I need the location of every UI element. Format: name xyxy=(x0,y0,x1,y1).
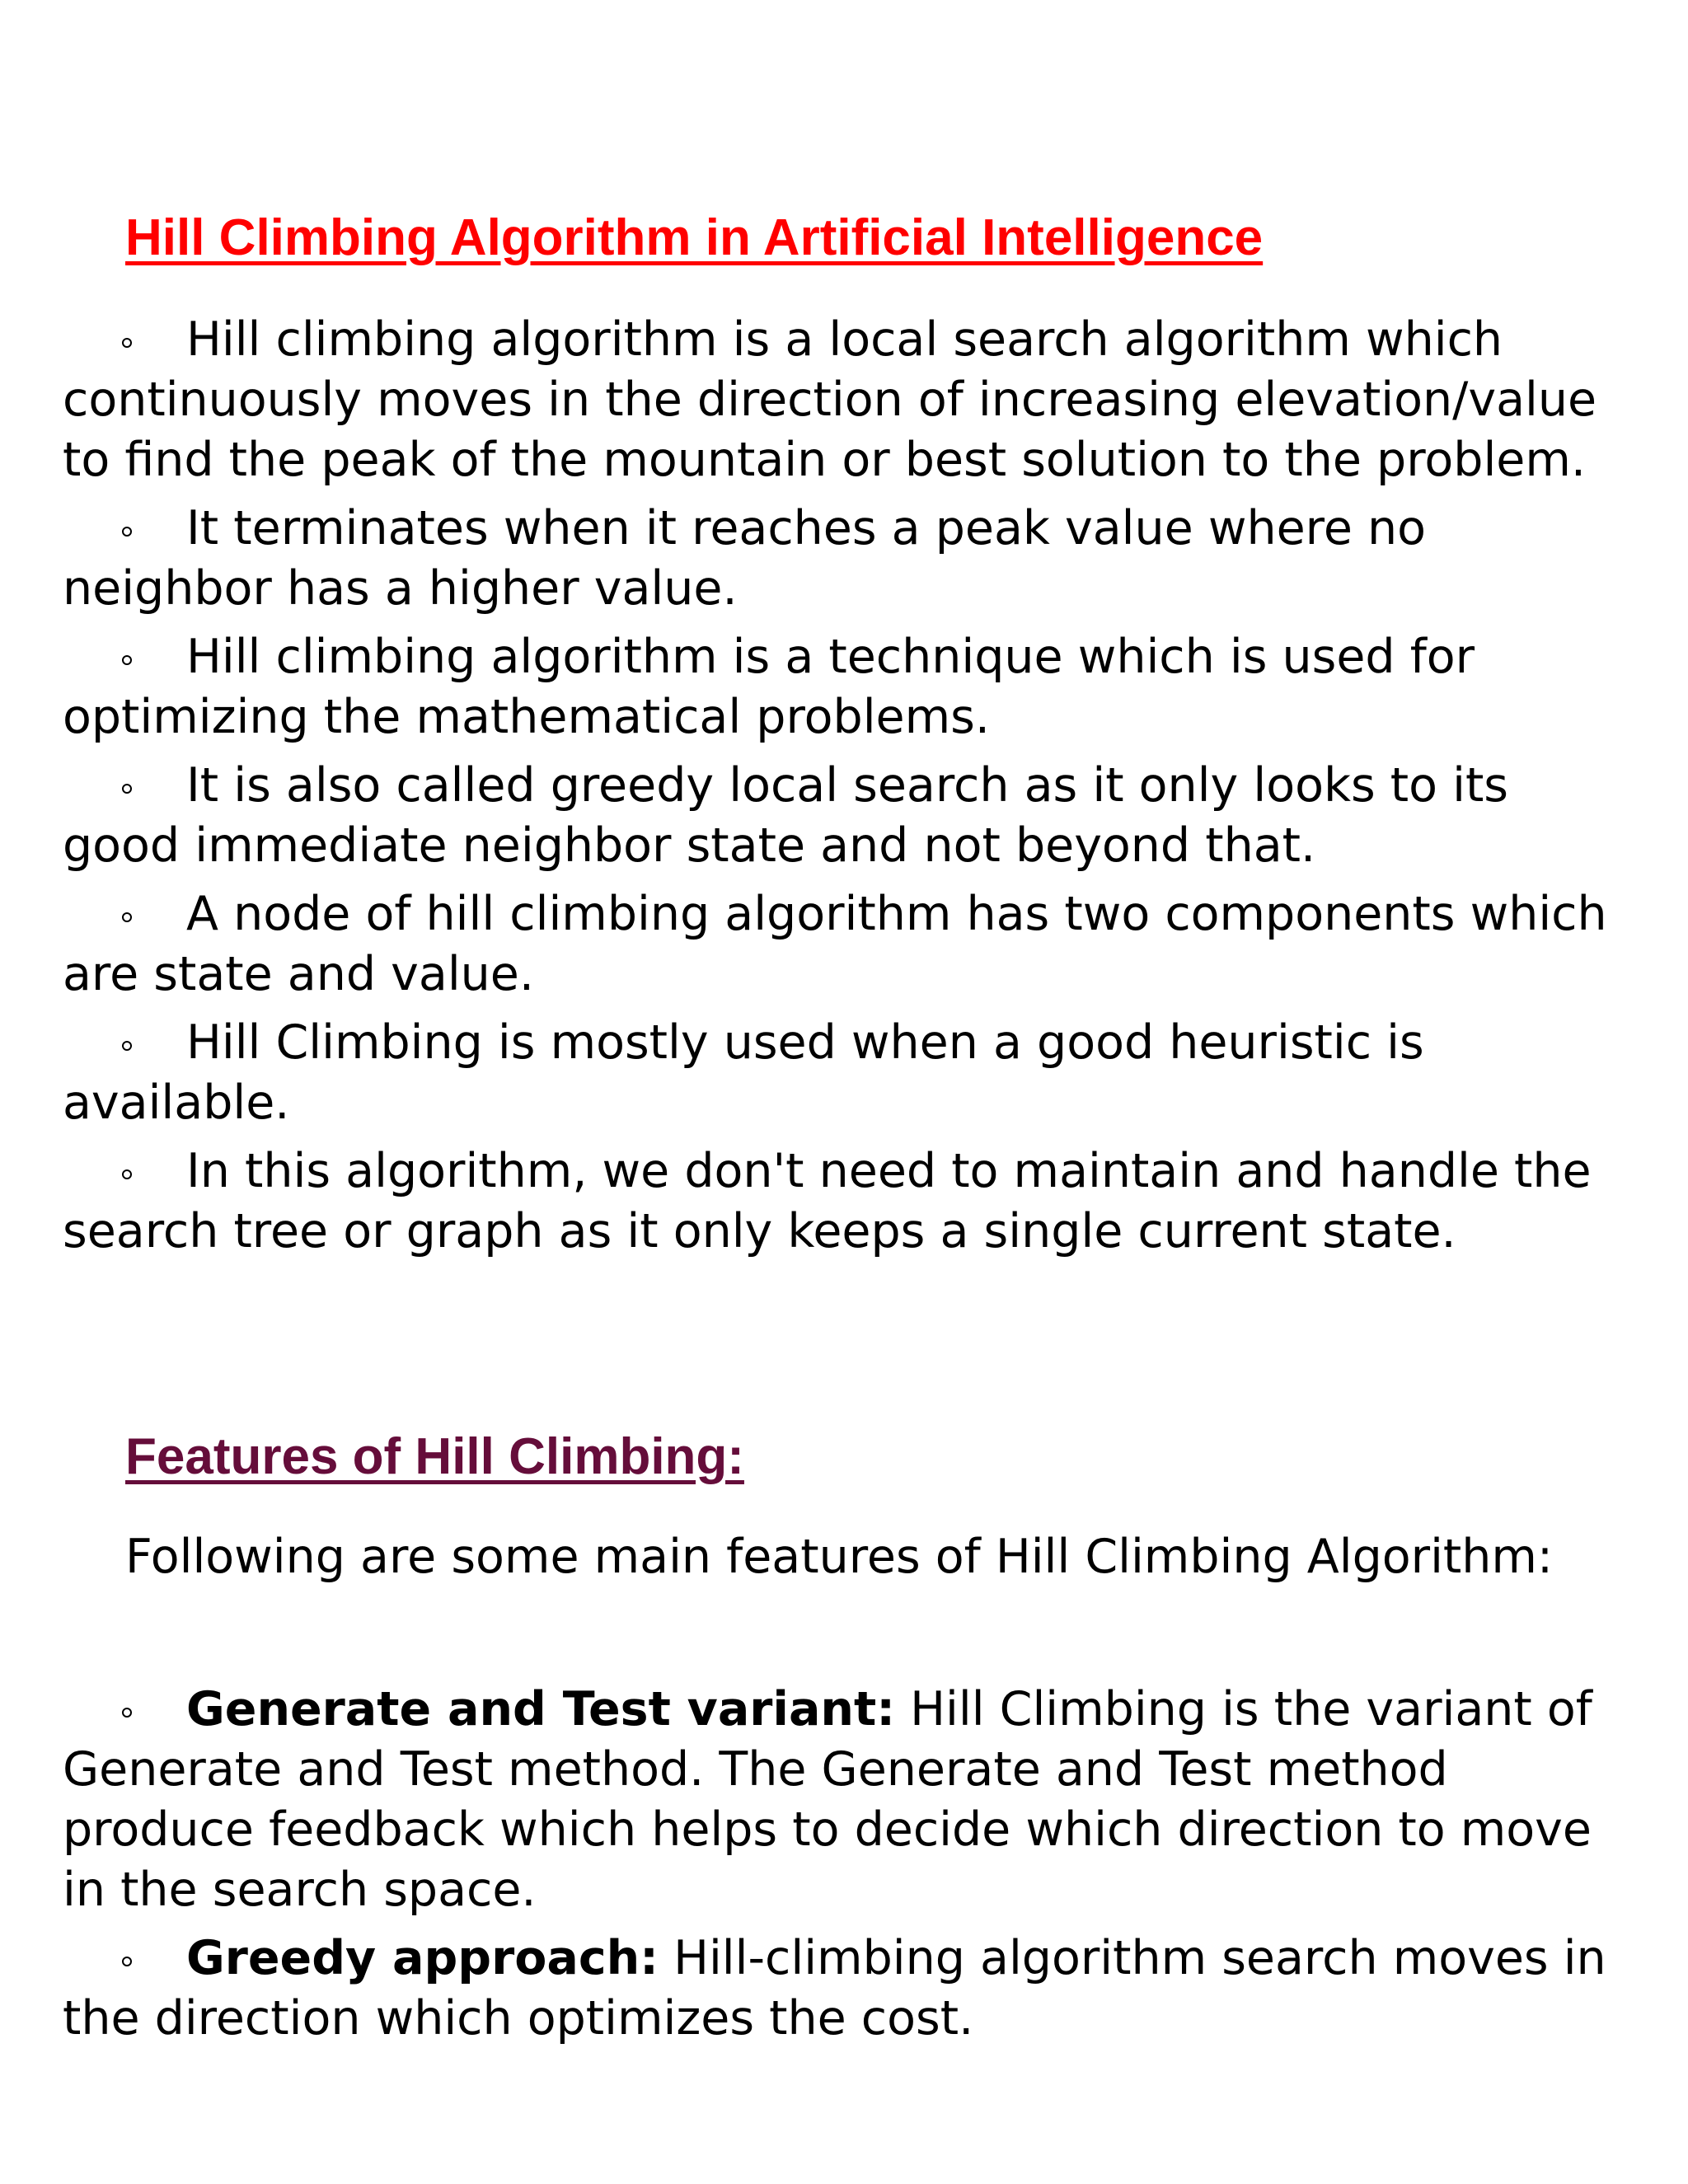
circle-bullet-icon xyxy=(122,527,132,537)
circle-bullet-icon xyxy=(122,1957,132,1966)
intro-bullet-list xyxy=(63,310,1629,1270)
list-item xyxy=(63,884,1629,1013)
list-item xyxy=(63,499,1629,627)
list-item-text: It terminates when it reaches a peak value where no neighbor has a higher value. xyxy=(63,501,1427,616)
list-item xyxy=(63,1929,1629,2057)
circle-bullet-icon xyxy=(122,1041,132,1051)
feature-description: Hill-climbing algorithm search moves in the direction which optimizes the cost. xyxy=(63,1931,1606,2046)
features-bullet-list xyxy=(63,1680,1629,2057)
page-title: Hill Climbing Algorithm in Artificial Intelligence xyxy=(125,209,1264,266)
list-item xyxy=(63,310,1629,499)
circle-bullet-icon xyxy=(122,784,132,794)
circle-bullet-icon xyxy=(122,655,132,665)
feature-description: Hill Climbing is the variant of Generate and Test method. The Generate and Test method produce feedback which helps to decide which direction to move in the search space. xyxy=(63,1682,1592,1917)
list-item xyxy=(63,627,1629,756)
list-item-text: In this algorithm, we don't need to maintain and handle the search tree or graph as it only keeps a single current state. xyxy=(63,1144,1592,1258)
circle-bullet-icon xyxy=(122,1708,132,1718)
list-item-text: Hill climbing algorithm is a local search algorithm which continuously moves in the direction of increasing elevation/value to find the peak of the mountain or best solution to the problem. xyxy=(63,312,1597,487)
list-item-text: A node of hill climbing algorithm has two components which are state and value. xyxy=(63,887,1607,1001)
circle-bullet-icon xyxy=(122,338,132,348)
list-item-text: It is also called greedy local search as it only looks to its good immediate neighbor state and not beyond that. xyxy=(63,758,1508,873)
circle-bullet-icon xyxy=(122,1169,132,1179)
list-item xyxy=(63,1141,1629,1270)
circle-bullet-icon xyxy=(122,912,132,922)
list-item xyxy=(63,1013,1629,1141)
list-item xyxy=(63,1680,1629,1929)
feature-term: Generate and Test variant: xyxy=(186,1682,896,1736)
section-heading-features: Features of Hill Climbing: xyxy=(125,1428,744,1485)
list-item xyxy=(63,756,1629,884)
list-item-text: Hill climbing algorithm is a technique which is used for optimizing the mathematical problems. xyxy=(63,630,1475,744)
list-item-text: Hill Climbing is mostly used when a good heuristic is available. xyxy=(63,1015,1424,1130)
features-intro-paragraph: Following are some main features of Hill Climbing Algorithm: xyxy=(125,1530,1554,1584)
feature-term: Greedy approach: xyxy=(186,1931,659,1985)
